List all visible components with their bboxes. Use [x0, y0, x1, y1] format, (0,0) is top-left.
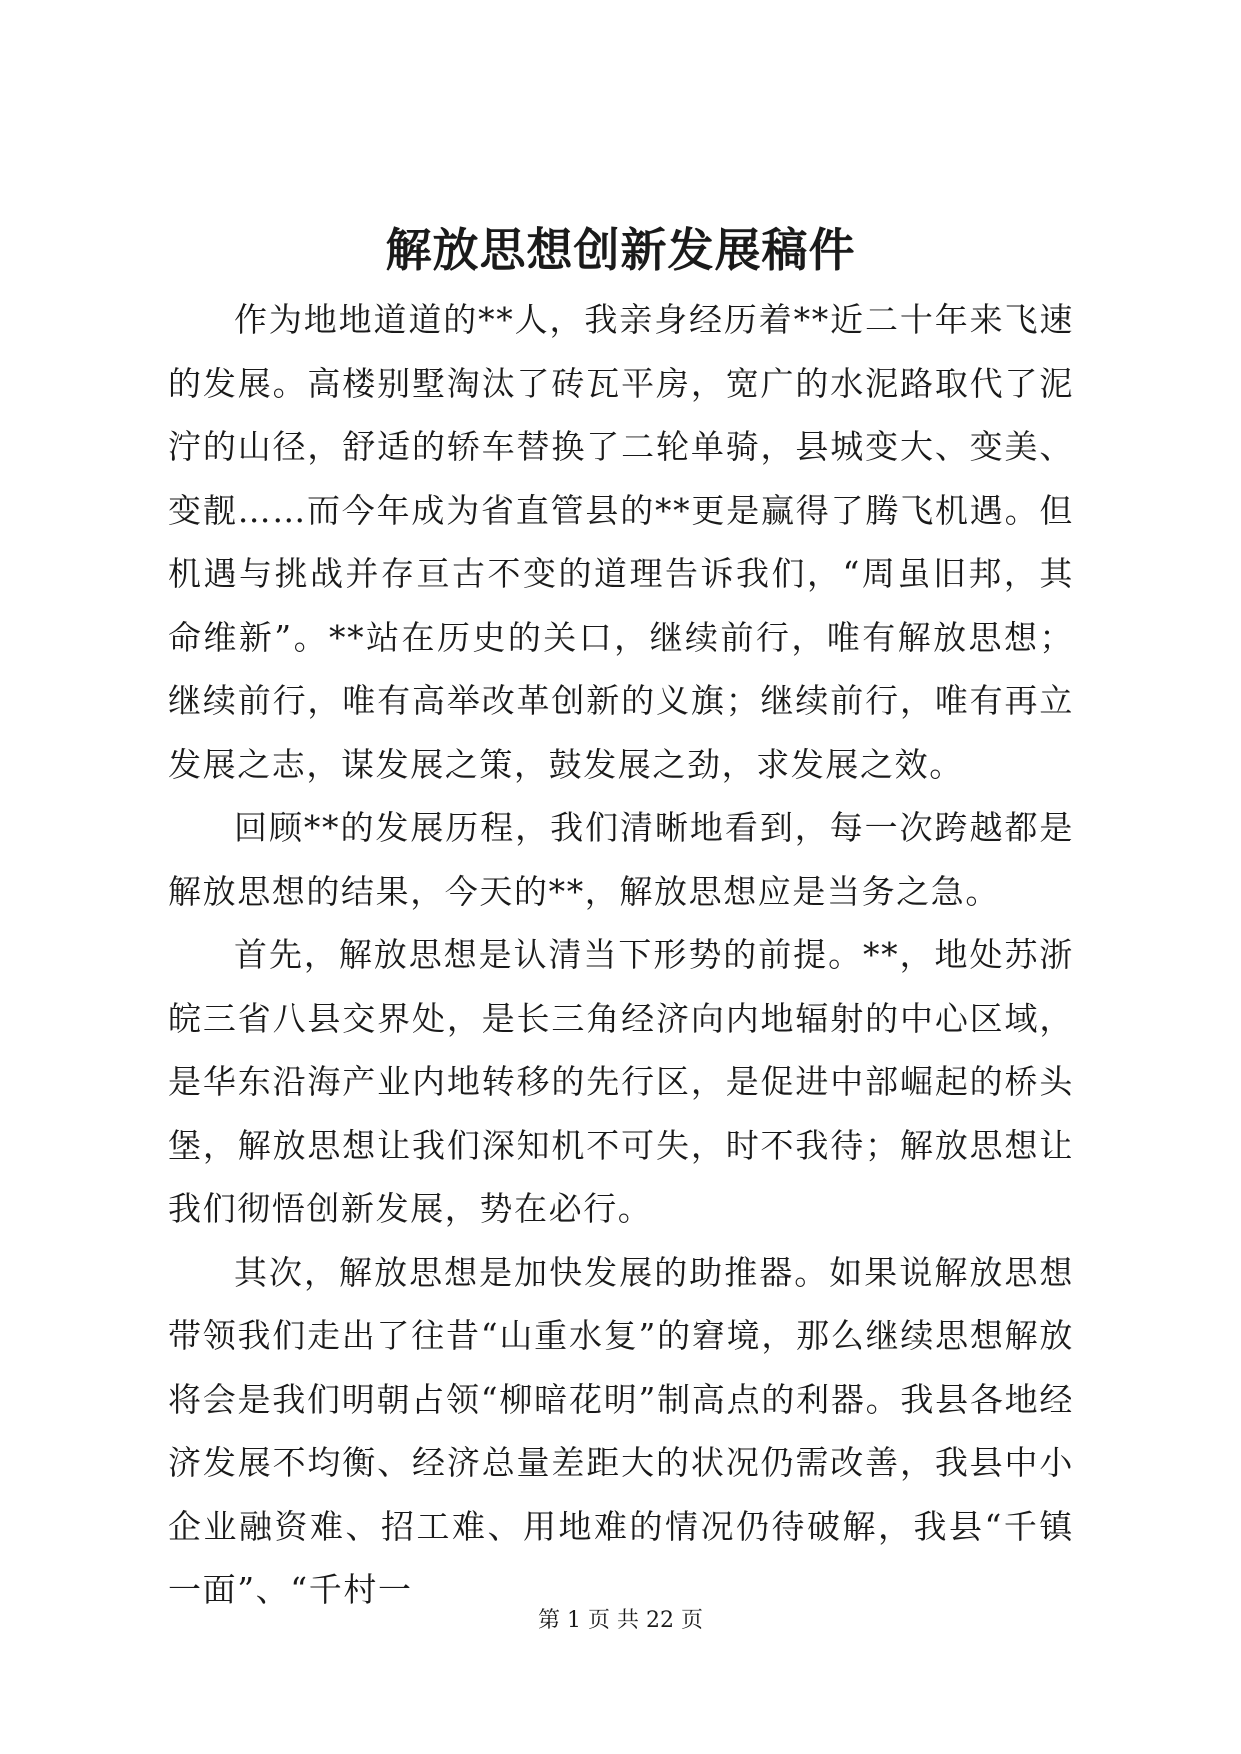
page-footer: 第 1 页 共 22 页	[538, 1608, 703, 1633]
document-title: 解放思想创新发展稿件	[385, 223, 856, 277]
document-body	[168, 288, 1074, 1622]
paragraph-4: 其次，解放思想是加快发展的助推器。如果说解放思想带领我们走出了往昔“山重水复”的窘境，那么继续思想解放将会是我们明朝占领“柳暗花明”制高点的利器。我县各地经济发展不均衡、经济总量差距大的状况仍需改善，我县中小企业融资难、招工难、用地难的情况仍待破解，我县“千镇一面”、“千村一	[168, 1252, 1074, 1609]
paragraph-2: 回顾**的发展历程，我们清晰地看到，每一次跨越都是解放思想的结果，今天的**，解放思想应是当务之急。	[168, 808, 1074, 911]
paragraph-3: 首先，解放思想是认清当下形势的前提。**，地处苏浙皖三省八县交界处，是长三角经济向内地辐射的中心区域，是华东沿海产业内地转移的先行区，是促进中部崛起的桥头堡，解放思想让我们深知机不可失，时不我待；解放思想让我们彻悟创新发展，势在必行。	[168, 935, 1074, 1228]
paragraph-1: 作为地地道道的**人，我亲身经历着**近二十年来飞速的发展。高楼别墅淘汰了砖瓦平房，宽广的水泥路取代了泥泞的山径，舒适的轿车替换了二轮单骑，县城变大、变美、变靓……而今年成为省直管县的**更是赢得了腾飞机遇。但机遇与挑战并存亘古不变的道理告诉我们，“周虽旧邦，其命维新”。**站在历史的关口，继续前行，唯有解放思想；继续前行，唯有高举改革创新的义旗；继续前行，唯有再立发展之志，谋发展之策，鼓发展之劲，求发展之效。	[168, 300, 1074, 784]
